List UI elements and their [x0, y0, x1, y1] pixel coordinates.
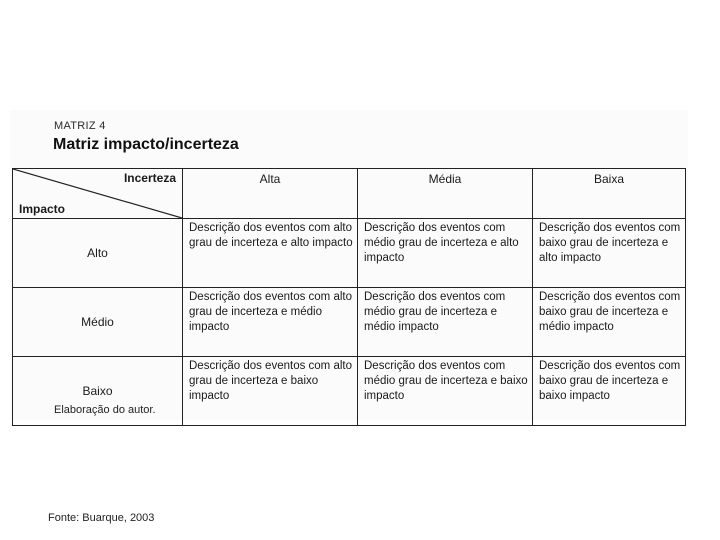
- column-header-alta: Alta: [183, 169, 358, 219]
- corner-label-impacto: Impacto: [19, 202, 66, 216]
- column-header-baixa: Baixa: [533, 169, 686, 219]
- column-header-media: Média: [358, 169, 533, 219]
- row-header-medio: Médio: [13, 288, 183, 357]
- table-cell: Descrição dos eventos com alto grau de incerteza e baixo impacto: [183, 357, 358, 426]
- table-cell: Descrição dos eventos com alto grau de incerteza e alto impacto: [183, 219, 358, 288]
- table-cell: Descrição dos eventos com médio grau de incerteza e médio impacto: [358, 288, 533, 357]
- table-cell: Descrição dos eventos com baixo grau de incerteza e baixo impacto: [533, 357, 686, 426]
- table-cell: Descrição dos eventos com baixo grau de incerteza e alto impacto: [533, 219, 686, 288]
- table-cell: Descrição dos eventos com alto grau de incerteza e médio impacto: [183, 288, 358, 357]
- header-row: [13, 169, 686, 219]
- table-row: [13, 219, 686, 288]
- table-cell: Descrição dos eventos com baixo grau de incerteza e médio impacto: [533, 288, 686, 357]
- corner-label-incerteza: Incerteza: [123, 171, 176, 185]
- corner-cell: [13, 169, 183, 219]
- table-row: [13, 288, 686, 357]
- impact-uncertainty-matrix: [12, 168, 686, 426]
- matrix-label: MATRIZ 4: [54, 120, 106, 132]
- row-header-alto: Alto: [13, 219, 183, 288]
- author-note: Elaboração do autor.: [54, 404, 156, 416]
- table-cell: Descrição dos eventos com médio grau de incerteza e baixo impacto: [358, 357, 533, 426]
- matrix-title: Matriz impacto/incerteza: [53, 136, 239, 153]
- table-cell: Descrição dos eventos com médio grau de incerteza e alto impacto: [358, 219, 533, 288]
- source-caption: Fonte: Buarque, 2003: [48, 512, 155, 524]
- row-header-baixo: Baixo: [13, 357, 183, 426]
- scanned-figure: [10, 110, 688, 420]
